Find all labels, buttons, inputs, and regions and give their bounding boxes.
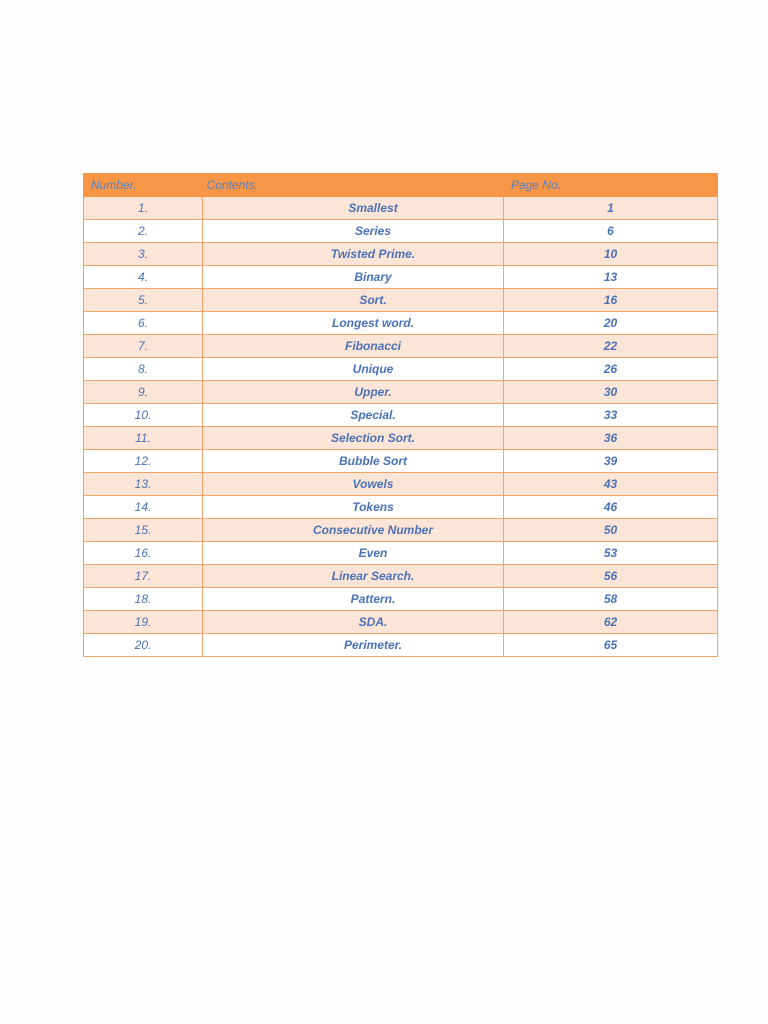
row-number: 13.	[84, 473, 203, 496]
row-title: Selection Sort.	[203, 427, 504, 450]
row-page-number: 56	[504, 565, 718, 588]
row-title: Series	[203, 220, 504, 243]
row-number: 14.	[84, 496, 203, 519]
table-header-row	[84, 174, 718, 197]
row-page-number: 10	[504, 243, 718, 266]
table-row	[84, 450, 718, 473]
table-row	[84, 266, 718, 289]
row-title: Fibonacci	[203, 335, 504, 358]
table-row	[84, 335, 718, 358]
table-row	[84, 220, 718, 243]
row-page-number: 6	[504, 220, 718, 243]
row-number: 19.	[84, 611, 203, 634]
header-number-contents-cell	[84, 174, 504, 197]
table-row	[84, 496, 718, 519]
row-number: 7.	[84, 335, 203, 358]
row-page-number: 53	[504, 542, 718, 565]
row-number: 20.	[84, 634, 203, 657]
row-number: 5.	[84, 289, 203, 312]
row-number: 4.	[84, 266, 203, 289]
table-row	[84, 565, 718, 588]
row-number: 10.	[84, 404, 203, 427]
row-number: 2.	[84, 220, 203, 243]
row-page-number: 39	[504, 450, 718, 473]
row-title: Tokens	[203, 496, 504, 519]
row-page-number: 62	[504, 611, 718, 634]
row-number: 11.	[84, 427, 203, 450]
row-title: Smallest	[203, 197, 504, 220]
row-title: Vowels	[203, 473, 504, 496]
row-title: Unique	[203, 358, 504, 381]
row-title: Sort.	[203, 289, 504, 312]
table-body	[84, 197, 718, 657]
table-of-contents	[83, 173, 718, 657]
row-number: 9.	[84, 381, 203, 404]
row-page-number: 22	[504, 335, 718, 358]
table-row	[84, 611, 718, 634]
table-row	[84, 381, 718, 404]
row-title: SDA.	[203, 611, 504, 634]
row-page-number: 16	[504, 289, 718, 312]
row-title: Longest word.	[203, 312, 504, 335]
row-number: 3.	[84, 243, 203, 266]
table-row	[84, 243, 718, 266]
table-row	[84, 542, 718, 565]
table-row	[84, 519, 718, 542]
table-row	[84, 427, 718, 450]
row-title: Binary	[203, 266, 504, 289]
row-page-number: 65	[504, 634, 718, 657]
table-row	[84, 358, 718, 381]
row-title: Twisted Prime.	[203, 243, 504, 266]
table-row	[84, 588, 718, 611]
row-page-number: 58	[504, 588, 718, 611]
header-page-no: Page No.	[504, 174, 718, 197]
row-page-number: 50	[504, 519, 718, 542]
row-title: Bubble Sort	[203, 450, 504, 473]
row-title: Perimeter.	[203, 634, 504, 657]
header-number: Number.	[91, 178, 137, 192]
row-number: 6.	[84, 312, 203, 335]
row-number: 15.	[84, 519, 203, 542]
row-title: Even	[203, 542, 504, 565]
row-title: Pattern.	[203, 588, 504, 611]
row-page-number: 13	[504, 266, 718, 289]
row-page-number: 43	[504, 473, 718, 496]
row-page-number: 46	[504, 496, 718, 519]
table-row	[84, 197, 718, 220]
table-row	[84, 289, 718, 312]
row-number: 8.	[84, 358, 203, 381]
row-page-number: 30	[504, 381, 718, 404]
table-row	[84, 404, 718, 427]
row-number: 18.	[84, 588, 203, 611]
table-row	[84, 312, 718, 335]
row-number: 16.	[84, 542, 203, 565]
table-row	[84, 473, 718, 496]
row-page-number: 1	[504, 197, 718, 220]
header-contents: Contents.	[206, 178, 258, 192]
row-title: Special.	[203, 404, 504, 427]
row-page-number: 26	[504, 358, 718, 381]
table-row	[84, 634, 718, 657]
row-number: 17.	[84, 565, 203, 588]
row-title: Consecutive Number	[203, 519, 504, 542]
row-page-number: 20	[504, 312, 718, 335]
row-title: Linear Search.	[203, 565, 504, 588]
row-number: 1.	[84, 197, 203, 220]
row-page-number: 36	[504, 427, 718, 450]
row-number: 12.	[84, 450, 203, 473]
row-page-number: 33	[504, 404, 718, 427]
row-title: Upper.	[203, 381, 504, 404]
